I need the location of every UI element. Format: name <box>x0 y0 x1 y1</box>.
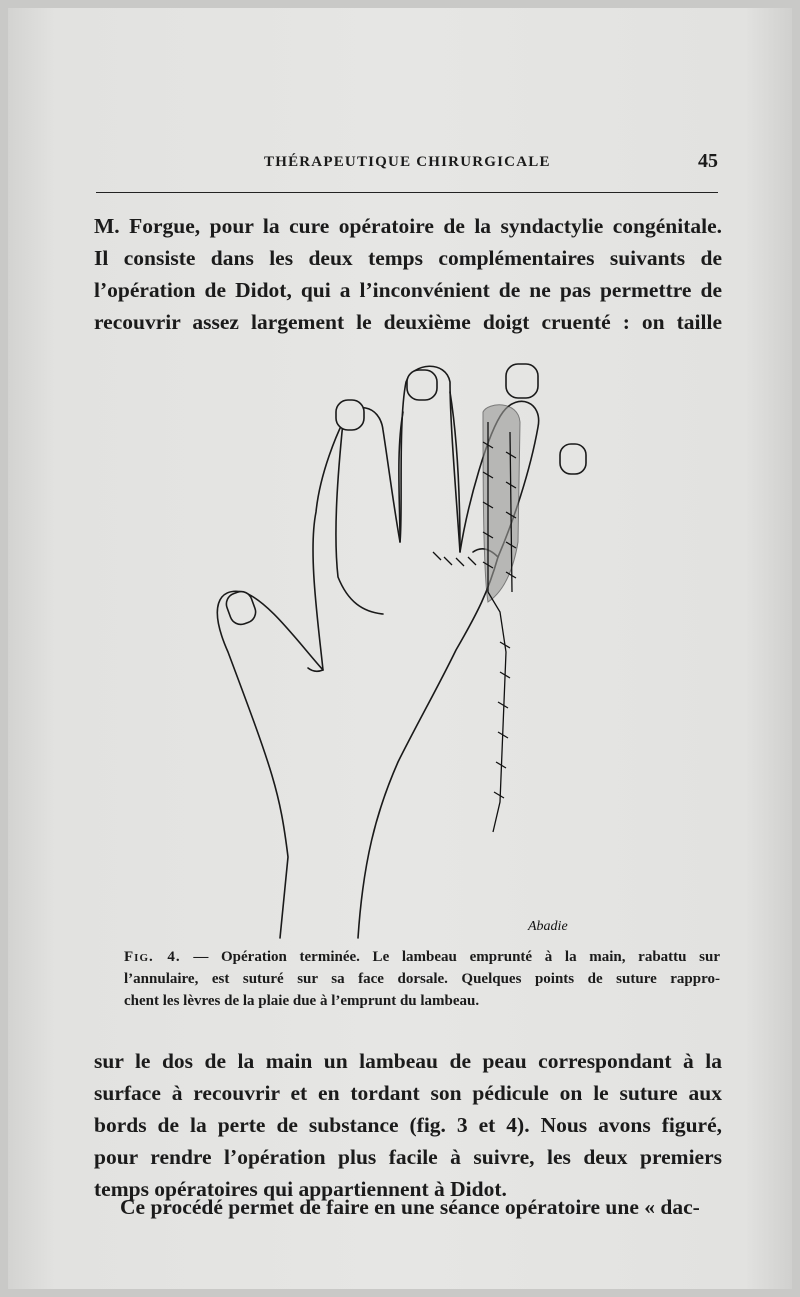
text-line: bords de la perte de substance (fig. 3 et 4). Nous avons figuré, <box>94 1113 722 1137</box>
text-line: surface à recouvrir et en tordant son pédicule on le suture aux <box>94 1081 722 1105</box>
running-title: THÉRAPEUTIQUE CHIRURGICALE <box>264 154 551 170</box>
figure-caption <box>96 946 720 1012</box>
nail-thumb <box>223 589 258 628</box>
text-line: recouvrir assez largement le deuxième doigt cruenté : on taille <box>94 310 722 334</box>
illustrator-signature: Abadie <box>528 919 568 934</box>
text-line: temps opératoires qui appartiennent à Didot. <box>94 1177 507 1201</box>
nail-little <box>560 444 586 474</box>
text-line: sur le dos de la main un lambeau de peau correspondant à la <box>94 1049 722 1073</box>
hand-illustration <box>188 352 608 942</box>
caption-label: Fig. 4. <box>124 949 181 965</box>
paragraph-2 <box>94 1045 722 1205</box>
page-number: 45 <box>698 150 718 172</box>
text-line: pour rendre l’opération plus facile à suivre, les deux premiers <box>94 1145 722 1169</box>
caption-line: — Opération terminée. Le lambeau emprunté à la main, rabattu sur <box>193 949 720 965</box>
caption-line: chent les lèvres de la plaie due à l’emprunt du lambeau. <box>124 993 480 1009</box>
text-line: M. Forgue, pour la cure opératoire de la syndactylie congénitale. <box>94 214 722 238</box>
header-rule <box>96 192 718 193</box>
text-line: l’opération de Didot, qui a l’inconvénient de ne pas permettre de <box>94 278 722 302</box>
index-finger <box>336 422 383 614</box>
paragraph-3: Ce procédé permet de faire en une séance opératoire une « dac- <box>120 1195 700 1219</box>
running-head <box>96 150 718 176</box>
nail-index <box>336 400 364 430</box>
nail-ring <box>506 364 538 398</box>
paragraph-1 <box>94 210 722 338</box>
nail-middle <box>407 370 437 400</box>
book-page <box>8 8 792 1289</box>
caption-line: l’annulaire, est suturé sur sa face dorsale. Quelques points de suture rappro- <box>124 971 720 987</box>
text-line: Il consiste dans les deux temps complémentaires suivants de <box>94 246 722 270</box>
